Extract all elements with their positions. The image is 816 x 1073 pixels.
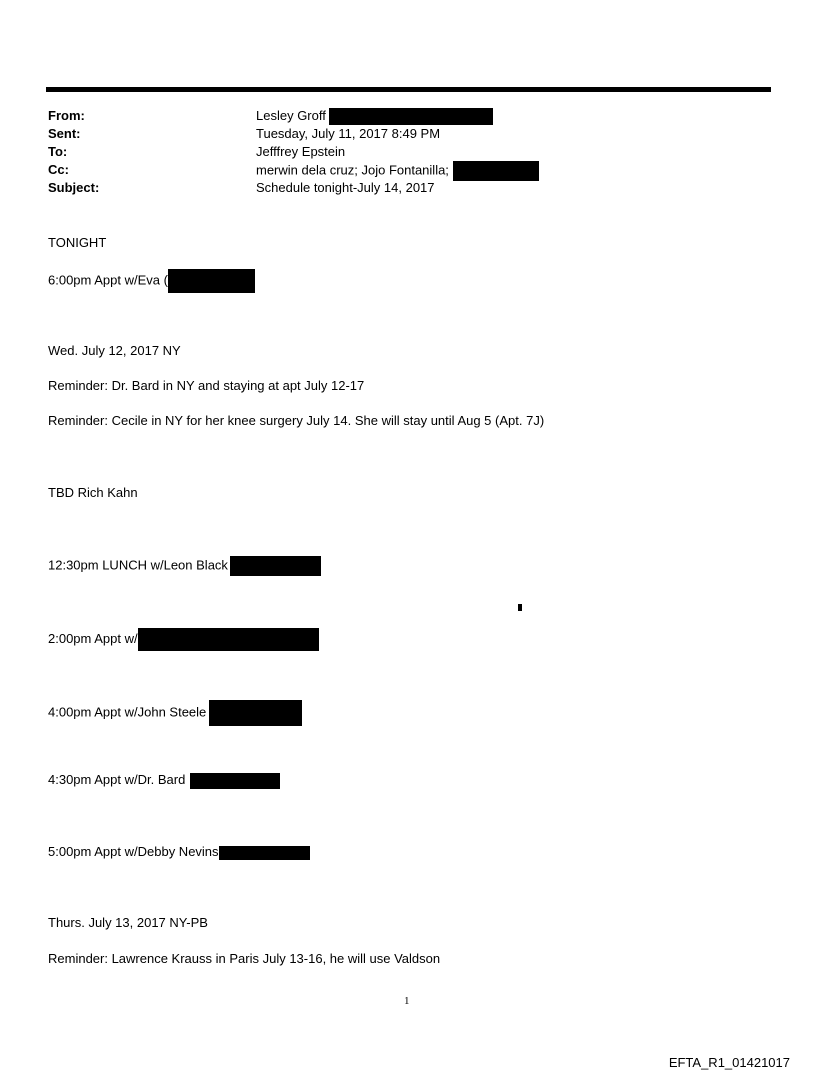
schedule-item: 4:00pm Appt w/John Steele bbox=[48, 700, 302, 726]
to-label: To: bbox=[48, 144, 68, 159]
sent-value: Tuesday, July 11, 2017 8:49 PM bbox=[256, 126, 441, 141]
page-number: 1 bbox=[404, 995, 410, 1007]
redaction-block bbox=[230, 556, 321, 576]
schedule-item: 6:00pm Appt w/Eva ( bbox=[48, 269, 255, 293]
schedule-item: 4:30pm Appt w/Dr. Bard bbox=[48, 771, 280, 789]
section-heading-thurs: Thurs. July 13, 2017 NY-PB bbox=[48, 915, 208, 930]
from-label: From: bbox=[48, 108, 85, 123]
header-rule bbox=[46, 87, 771, 92]
redaction-block bbox=[453, 161, 539, 181]
redaction-block bbox=[219, 846, 310, 860]
subject-value: Schedule tonight-July 14, 2017 bbox=[256, 180, 435, 195]
section-heading-wed: Wed. July 12, 2017 NY bbox=[48, 343, 181, 358]
scan-artifact bbox=[518, 604, 522, 611]
schedule-item: 5:00pm Appt w/Debby Nevins bbox=[48, 843, 310, 861]
subject-label: Subject: bbox=[48, 180, 100, 195]
sent-label: Sent: bbox=[48, 126, 81, 141]
redaction-block bbox=[138, 628, 319, 651]
redaction-block bbox=[168, 269, 255, 293]
redaction-block bbox=[329, 108, 493, 125]
section-heading-tonight: TONIGHT bbox=[48, 235, 107, 250]
reminder-item: Reminder: Lawrence Krauss in Paris July 13-16, he will use Valdson bbox=[48, 951, 441, 966]
schedule-item: 2:00pm Appt w/ bbox=[48, 628, 319, 651]
reminder-item: Reminder: Cecile in NY for her knee surgery July 14. She will stay until Aug 5 (Apt. 7J) bbox=[48, 413, 545, 428]
from-value: Lesley Groff bbox=[256, 107, 493, 125]
to-value: Jefffrey Epstein bbox=[256, 144, 346, 159]
redaction-block bbox=[190, 773, 280, 789]
redaction-block bbox=[209, 700, 302, 726]
bates-number: EFTA_R1_01421017 bbox=[668, 1055, 790, 1070]
reminder-item: Reminder: Dr. Bard in NY and staying at apt July 12-17 bbox=[48, 378, 365, 393]
cc-value: merwin dela cruz; Jojo Fontanilla; bbox=[256, 161, 539, 181]
cc-label: Cc: bbox=[48, 162, 69, 177]
schedule-item: 12:30pm LUNCH w/Leon Black bbox=[48, 556, 321, 576]
schedule-item: TBD Rich Kahn bbox=[48, 485, 138, 500]
